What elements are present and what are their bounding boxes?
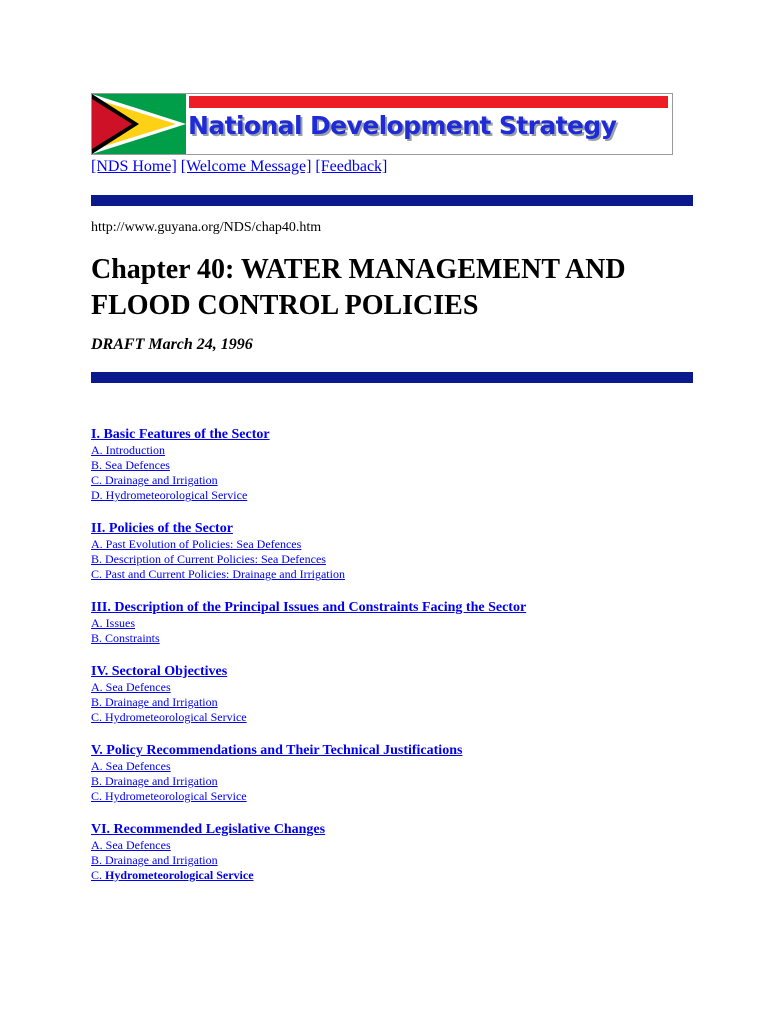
nds-home-link[interactable]: [NDS Home] <box>91 158 177 175</box>
toc-item-prefix: C. <box>91 868 103 882</box>
toc-section-link[interactable]: IV. Sectoral Objectives <box>91 664 228 679</box>
banner-title: National Development Strategy <box>188 111 617 140</box>
toc-item-link[interactable]: C. Hydrometeorological Service <box>91 789 247 803</box>
table-of-contents <box>91 427 693 883</box>
toc-item-link[interactable]: C. Hydrometeorological Service <box>91 710 247 724</box>
toc-item-link[interactable]: C. Drainage and Irrigation <box>91 473 218 487</box>
toc-section <box>91 664 693 725</box>
toc-item-link[interactable]: A. Sea Defences <box>91 838 171 852</box>
toc-item-link[interactable]: A. Issues <box>91 616 135 630</box>
toc-section-link[interactable]: V. Policy Recommendations and Their Technical Justifications <box>91 743 463 758</box>
feedback-link[interactable]: [Feedback] <box>315 158 388 175</box>
toc-item-link[interactable]: C. Past and Current Policies: Drainage and Irrigation <box>91 567 345 581</box>
toc-section-link[interactable]: II. Policies of the Sector <box>91 521 233 536</box>
toc-section <box>91 822 693 883</box>
toc-item-link[interactable]: A. Sea Defences <box>91 759 171 773</box>
toc-section <box>91 743 693 804</box>
toc-section <box>91 427 693 503</box>
toc-item-link[interactable]: B. Drainage and Irrigation <box>91 774 218 788</box>
banner-red-stripe <box>189 96 668 108</box>
toc-item-link[interactable]: A. Introduction <box>91 443 165 457</box>
toc-item-link[interactable]: B. Description of Current Policies: Sea Defences <box>91 552 326 566</box>
draft-date: DRAFT March 24, 1996 <box>91 336 253 353</box>
toc-item-link[interactable]: B. Drainage and Irrigation <box>91 695 218 709</box>
guyana-flag-icon <box>92 94 186 154</box>
toc-item-link[interactable]: A. Sea Defences <box>91 680 171 694</box>
toc-item-link[interactable]: B. Sea Defences <box>91 458 170 472</box>
toc-section <box>91 600 693 646</box>
toc-item-link[interactable]: B. Constraints <box>91 631 160 645</box>
toc-section-link[interactable]: VI. Recommended Legislative Changes <box>91 822 326 837</box>
divider-bar <box>91 372 693 383</box>
page-url: http://www.guyana.org/NDS/chap40.htm <box>91 220 322 235</box>
top-nav <box>91 158 693 176</box>
page <box>91 93 693 901</box>
toc-item-link[interactable]: A. Past Evolution of Policies: Sea Defences <box>91 537 302 551</box>
toc-section-link[interactable]: III. Description of the Principal Issues and Constraints Facing the Sector <box>91 600 527 615</box>
welcome-message-link[interactable]: [Welcome Message] <box>180 158 312 175</box>
toc-item-link[interactable]: D. Hydrometeorological Service <box>91 488 248 502</box>
page-title: Chapter 40: WATER MANAGEMENT AND FLOOD CONTROL POLICIES <box>91 254 626 321</box>
toc-section-link[interactable]: I. Basic Features of the Sector <box>91 427 270 442</box>
toc-item-bold-label: Hydrometeorological Service <box>105 868 254 882</box>
divider-bar <box>91 195 693 206</box>
nds-banner[interactable] <box>91 93 673 155</box>
toc-item-link[interactable] <box>91 868 693 883</box>
toc-section <box>91 521 693 582</box>
toc-item-link[interactable]: B. Drainage and Irrigation <box>91 853 218 867</box>
